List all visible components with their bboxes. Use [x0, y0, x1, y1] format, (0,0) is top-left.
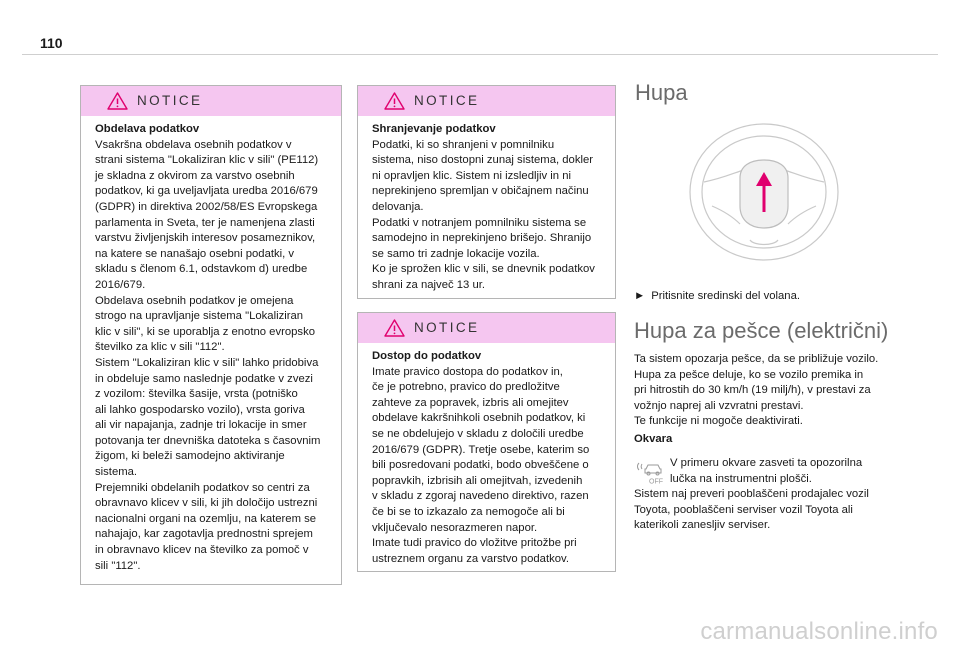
notice-header [81, 86, 341, 116]
notice-header [358, 86, 615, 116]
watermark: carmanualsonline.info [700, 618, 938, 645]
notice-subtitle: Dostop do podatkov [372, 350, 482, 362]
instruction-arrow: ► [634, 290, 646, 302]
horn-instruction [634, 290, 800, 302]
horn-section [634, 80, 924, 532]
pedestrian-horn-text: Ta sistem opozarja pešce, da se približuje vozilo. Hupa za pešce deluje, ko se vozilo premika in pri hitrostih do 30 km/h (19 milj/h), v prestavi za vožnjo naprej ali vzvratni prestavi. Te funkcije ni mogoče deaktivirati. [634, 353, 879, 428]
notice-label: NOTICE [414, 93, 480, 108]
notice-data-storage [357, 85, 616, 299]
warning-triangle-icon [384, 92, 405, 110]
notice-label: NOTICE [137, 93, 203, 108]
notice-header [358, 313, 615, 343]
warning-triangle-icon [107, 92, 128, 110]
notice-text: Imate pravico dostopa do podatkov in, če je potrebno, pravico do predložitve zahteve za popravek, izbris ali omejitev obdelave kakršnihkoli osebnih podatkov, ki se ne obdelujejo v skladu z določili uredbe 2016/679 (GDPR). Tretje osebe, katerim so bili posredovani podatki, bodo obveščene o popravkih, izbrisih ali omejitvah, izvedenih v skladu z zgoraj navedeno direktivo, razen če bi se to izkazalo za nemogoče ali bi vključevalo nesorazmeren napor. Imate tudi pravico do vložitve pritožbe pri ustreznem organu za varstvo podatkov. [372, 365, 590, 565]
top-divider [22, 54, 938, 55]
instruction-text: Pritisnite sredinski del volana. [651, 290, 800, 302]
page-number: 110 [40, 35, 63, 51]
fault-text: Sistem naj preveri pooblaščeni prodajalec vozil Toyota, pooblaščeni serviser vozil Toyota ali katerikoli zanesljiv serviser. [634, 488, 869, 532]
horn-heading: Hupa [635, 80, 688, 105]
notice-text: Vsakršna obdelava osebnih podatkov v strani sistema "Lokaliziran klic v sili" (PE112) je skladna z okvirom za varstvo osebnih podatkov, ki ga uveljavljata uredba 2016/679 (GDPR) in direktiva 2002/58/ES Evropskega parlamenta in Sveta, ter je namenjena zlasti varstvu življenjskih interesov posameznikov, na katere se nanašajo osebni podatki, v skladu s členom 6.1, odstavkom d) uredbe 2016/679. Obdelava osebnih podatkov je omejena strogo na upravljanje sistema "Lokaliziran klic v sili", ki se uporablja z enotno evropsko številko za klic v sili "112". Sistem "Lokaliziran klic v sili" lahko pridobiva in obdeluje samo naslednje podatke v zvezi z vozilom: številka šasije, vrsta (potniško ali lahko gospodarsko vozilo), vrsta goriva ali vir napajanja, zadnje tri lokacije in smer potovanja ter dnevniška datoteka s časovnim žigom, ki beleži samodejno aktiviranje sistema. Prejemniki obdelanih podatkov so centri za obravnavo klicev v sili, ki jih določijo ustrezni nacionalni organi na ozemlju, na katerem se nahajajo, kar zagotavlja prednostni sprejem in obravnavo klicev na številko za pomoč v sili "112". [95, 138, 321, 572]
fault-text-line1: V primeru okvare zasveti ta opozorilna [670, 457, 863, 469]
fault-icon-label: OFF [649, 478, 663, 485]
notice-subtitle: Obdelava podatkov [95, 123, 200, 135]
steering-wheel-icon [684, 120, 844, 263]
notice-data-access [357, 312, 616, 572]
notice-data-processing [80, 85, 342, 585]
fault-text-line2: lučka na instrumentni plošči. [670, 472, 812, 485]
warning-triangle-icon [384, 319, 405, 337]
notice-text: Podatki, ki so shranjeni v pomnilniku sistema, niso dostopni zunaj sistema, dokler ni opravljen klic. Sistem ni izsledljiv in ni neprekinjeno spremljan v običajnem načinu delovanja. Podatki v notranjem pomnilniku sistema se samodejno in neprekinjeno brišejo. Shranijo se samo tri zadnje lokacije vozila. Ko je sprožen klic v sili, se dnevnik podatkov shrani za največ 13 ur. [372, 138, 595, 291]
notice-label: NOTICE [414, 320, 480, 335]
fault-heading: Okvara [634, 433, 673, 445]
notice-subtitle: Shranjevanje podatkov [372, 123, 496, 135]
pedestrian-horn-off-icon [634, 457, 666, 485]
pedestrian-horn-heading: Hupa za pešce (električni) [634, 318, 889, 343]
